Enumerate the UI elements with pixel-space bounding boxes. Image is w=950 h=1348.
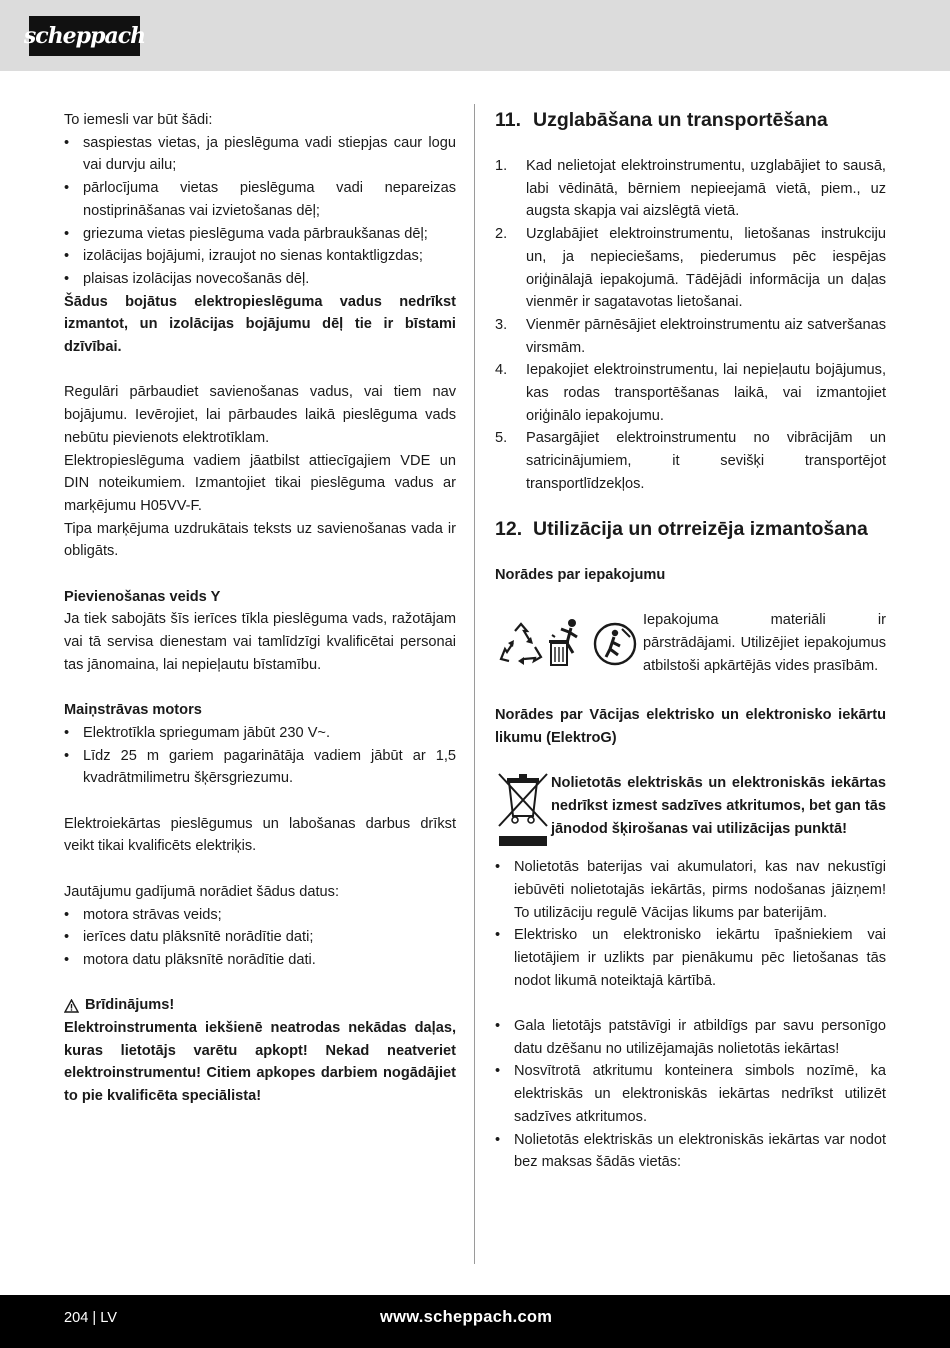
- warning-title: Brīdinājums!: [85, 997, 175, 1014]
- packaging-block: [495, 609, 886, 681]
- warning-text: Elektroinstrumenta iekšienē neatrodas nekādas daļas, kuras lietotājs varētu apkopt! Nekad neatveriet elektroinstrumentu! Citiem apkopes darbiem nogādājiet to pie kvalificēta speciālista!: [64, 1020, 456, 1105]
- questions-intro: Jautājumu gadījumā norādiet šādus datus:: [64, 883, 340, 900]
- scheppach-logo: scheppach: [29, 16, 140, 56]
- header-bar: [0, 0, 950, 71]
- recycle-icon: [497, 621, 545, 669]
- question-item: • motora strāvas veids;: [64, 904, 456, 927]
- weee-item: • Nolietotās elektriskās un elektroniskās iekārtas var nodot bez maksas šādās vietās:: [495, 1129, 886, 1174]
- weee-item: • Nosvītrotā atkritumu konteinera simbols nozīmē, ka elektriskās un elektroniskās iekārtas nedrīkst utilizēt sadzīves atkritumos.: [495, 1060, 886, 1128]
- check-paragraph-1: Regulāri pārbaudiet savienošanas vadus, vai tiem nav bojājumu. Ievērojiet, lai pārbaudes laikā pieslēguma vads nebūtu pievienots elektrotīklam.: [64, 384, 456, 446]
- check-paragraph-3: Tipa marķējuma uzdrukātais teksts uz savienošanas vada ir obligāts.: [64, 520, 456, 560]
- causes-list: [64, 132, 456, 291]
- website-url: www.scheppach.com: [380, 1308, 553, 1326]
- section-12-number: 12.: [495, 518, 523, 541]
- weee-item: • Gala lietotājs patstāvīgi ir atbildīgs par savu personīgo datu dzēšanu no utilizējamajās nolietotās iekārtas!: [495, 1015, 886, 1060]
- causes-intro: To iemesli var būt šādi:: [64, 112, 213, 128]
- right-column: [495, 109, 886, 1174]
- waste-bin-icon: [547, 617, 587, 669]
- page-number: 204 | LV: [64, 1310, 118, 1326]
- storage-item: 4. Iepakojiet elektroinstrumentu, lai nepieļautu bojājumus, kas rodas transportēšanas laikā, vai izmantojiet oriģinālo iepakojumu.: [495, 362, 886, 424]
- column-divider: [474, 104, 475, 1264]
- weee-list-a: [495, 856, 886, 992]
- storage-item: 1. Kad nelietojat elektroinstrumentu, uzglabājiet to sausā, labi vēdinātā, bērniem nepieejamā vietā, piem., uz augsta skapja vai aizslēgtā vietā.: [495, 158, 886, 220]
- check-paragraph-2: Elektropieslēguma vadiem jāatbilst attiecīgajiem VDE un DIN noteikumiem. Izmantojiet tikai pieslēguma vadus ar marķējumu H05VV-F.: [64, 452, 456, 514]
- ac-motor-item: • Elektrotīkla spriegumam jābūt 230 V~.: [64, 722, 456, 745]
- cause-item: • saspiestas vietas, ja pieslēguma vadi stiepjas caur logu vai durvju ailu;: [64, 132, 456, 177]
- weee-item: • Nolietotās baterijas vai akumulatori, kas nav nekustīgi iebūvēti nolietotajās iekārtās, pirms nodošanas jāizņem! To utilizāciju regulē Vācijas likums par baterijām.: [495, 856, 886, 924]
- elektrog-title: Norādes par Vācijas elektrisko un elektronisko iekārtu likumu (ElektroG): [495, 707, 886, 746]
- section-12-heading: [495, 518, 886, 541]
- storage-item: 5. Pasargājiet elektroinstrumentu no vibrācijām un satricinājumiem, it sevišķi transportējot transportlīdzekļos.: [495, 430, 886, 492]
- cause-item: • plaisas izolācijas novecošanās dēļ.: [64, 268, 456, 291]
- section-12-title: Utilizācija un otrreizēja izmantošana: [533, 518, 868, 541]
- packaging-icons: [495, 609, 643, 681]
- question-item: • motora datu plāksnītē norādītie dati.: [64, 949, 456, 972]
- weee-icon-box: [495, 772, 551, 856]
- warning-heading: [64, 994, 456, 1017]
- ac-motor-title: Maiņstrāvas motors: [64, 702, 202, 719]
- storage-list: [495, 155, 886, 496]
- weee-list-b: [495, 1015, 886, 1174]
- ac-motor-item: • Līdz 25 m gariem pagarinātāja vadiem jābūt ar 1,5 kvadrātmilimetru šķērsgriezumu.: [64, 745, 456, 790]
- questions-list: [64, 904, 456, 972]
- weee-item: • Elektrisko un elektronisko iekārtu īpašniekiem vai lietotājiem ir uzlikts par pienākumu pēc lietošanas tās nodot likumā noteiktajā kārtībā.: [495, 924, 886, 992]
- warning-triangle-icon: [64, 999, 79, 1013]
- cause-item: • griezuma vietas pieslēguma vada pārbraukšanas dēļ;: [64, 223, 456, 246]
- storage-item: 2. Uzglabājiet elektroinstrumentu, lietošanas instrukciju un, ja nepieciešams, piederumus pēc iespējas oriģinālajā iepakojumā. Tādējādi informācija un daļas vienmēr ir sagatavotas lietošanai.: [495, 226, 886, 311]
- section-11-heading: [495, 109, 886, 132]
- ac-motor-list: [64, 722, 456, 790]
- weee-text: Nolietotās elektriskās un elektroniskās iekārtas nedrīkst izmest sadzīves atkritumos, bet gan tās jānodod šķirošanas vai utilizācijas punktā!: [551, 775, 886, 837]
- section-11-title: Uzglabāšana un transportēšana: [533, 109, 828, 131]
- footer-bar: [0, 1295, 950, 1348]
- packaging-text: Iepakojuma materiāli ir pārstrādājami. Utilizējiet iepakojumus atbilstoši apkārtējās vides prasībām.: [643, 612, 886, 674]
- storage-item: 3. Vienmēr pārnēsājiet elektroinstrumentu aiz satveršanas virsmām.: [495, 316, 886, 356]
- left-column: [64, 109, 456, 1108]
- section-11-number: 11.: [495, 109, 522, 131]
- danger-note: Šādus bojātus elektropieslēguma vadus nedrīkst izmantot, un izolācijas bojājumu dēļ tie ir bīstami dzīvībai.: [64, 293, 456, 356]
- weee-block: [495, 772, 886, 856]
- cause-item: • pārlocījuma vietas pieslēguma vadi nepareizas nostiprināšanas vai izvietošanas dēļ;: [64, 177, 456, 222]
- packaging-title: Norādes par iepakojumu: [495, 566, 666, 583]
- electrician-note: Elektroiekārtas pieslēgumus un labošanas darbus drīkst veikt tikai kvalificēts elektriķis.: [64, 815, 456, 855]
- cause-item: • izolācijas bojājumi, izraujot no sienas kontaktligzdas;: [64, 245, 456, 268]
- question-item: • ierīces datu plāksnītē norādītie dati;: [64, 926, 456, 949]
- connection-y-title: Pievienošanas veids Y: [64, 588, 221, 605]
- connection-y-text: Ja tiek sabojāts šīs ierīces tīkla pieslēguma vads, ražotājam vai tā servisa dienestam vai tamlīdzīgi kvalificētai personai tas jānomaina, lai nepieļautu bīstamību.: [64, 611, 456, 673]
- crossed-bin-icon: [495, 772, 551, 856]
- green-dot-icon: [592, 621, 638, 667]
